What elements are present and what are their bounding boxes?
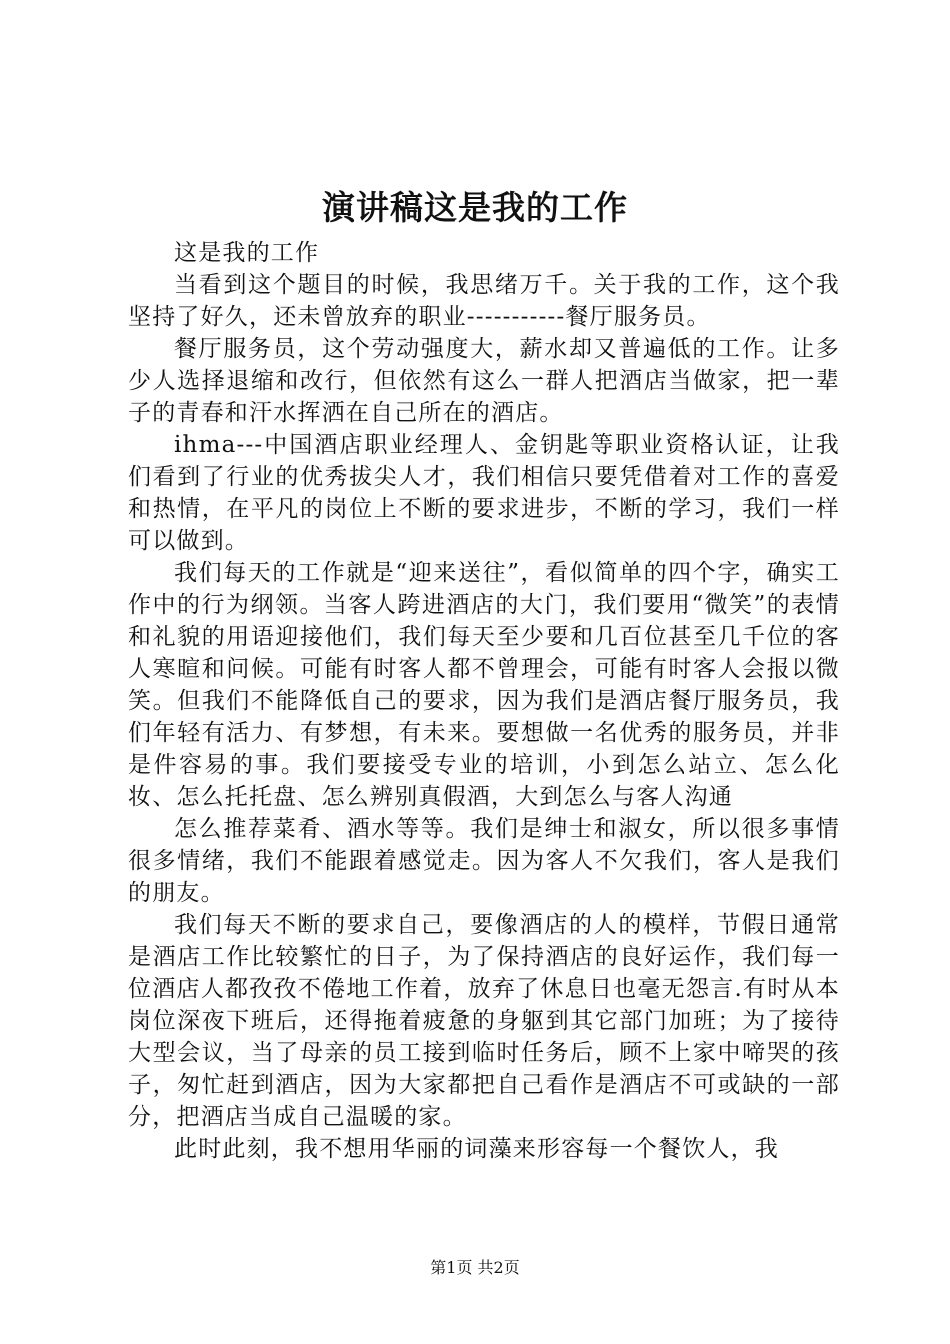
paragraph: 我们每天的工作就是“迎来送往”，看似简单的四个字，确实工作中的行为纲领。当客人跨进酒店的大门，我们要用“微笑”的表情和礼貌的用语迎接他们，我们每天至少要和几百位甚至几千位的客人寒暄和问候。可能有时客人都不曾理会，可能有时客人会报以微笑。但我们不能降低自己的要求，因为我们是酒店餐厅服务员，我们年轻有活力、有梦想，有未来。要想做一名优秀的服务员，并非是件容易的事。我们要接受专业的培训，小到怎么站立、怎么化妆、怎么托托盘、怎么辨别真假酒，大到怎么与客人沟通 (128, 560, 840, 810)
paragraph: 这是我的工作 (174, 240, 320, 266)
paragraph: 怎么推荐菜肴、酒水等等。我们是绅士和淑女，所以很多事情很多情绪，我们不能跟着感觉走。因为客人不欠我们，客人是我们的朋友。 (128, 816, 840, 906)
document-title: 演讲稿这是我的工作 (322, 188, 628, 227)
document-body (128, 237, 840, 1165)
paragraph: 我们每天不断的要求自己，要像酒店的人的模样，节假日通常是酒店工作比较繁忙的日子，为了保持酒店的良好运作，我们每一位酒店人都孜孜不倦地工作着，放弃了休息日也毫无怨言.有时从本岗位深夜下班后，还得拖着疲惫的身躯到其它部门加班；为了接待大型会议，当了母亲的员工接到临时任务后，顾不上家中啼哭的孩子，匆忙赶到酒店，因为大家都把自己看作是酒店不可或缺的一部分，把酒店当成自己温暖的家。 (128, 912, 840, 1130)
paragraph: ihma---中国酒店职业经理人、金钥匙等职业资格认证，让我们看到了行业的优秀拔尖人才，我们相信只要凭借着对工作的喜爱和热情，在平凡的岗位上不断的要求进步，不断的学习，我们一样可以做到。 (128, 432, 840, 554)
page-footer: 第1页 共2页 (430, 1258, 520, 1277)
paragraph: 此时此刻，我不想用华丽的词藻来形容每一个餐饮人，我 (174, 1136, 779, 1162)
paragraph: 当看到这个题目的时候，我思绪万千。关于我的工作，这个我坚持了好久，还未曾放弃的职业-----------餐厅服务员。 (128, 272, 840, 330)
paragraph: 餐厅服务员，这个劳动强度大，薪水却又普遍低的工作。让多少人选择退缩和改行，但依然有这么一群人把酒店当做家，把一辈子的青春和汗水挥洒在自己所在的酒店。 (128, 336, 840, 426)
